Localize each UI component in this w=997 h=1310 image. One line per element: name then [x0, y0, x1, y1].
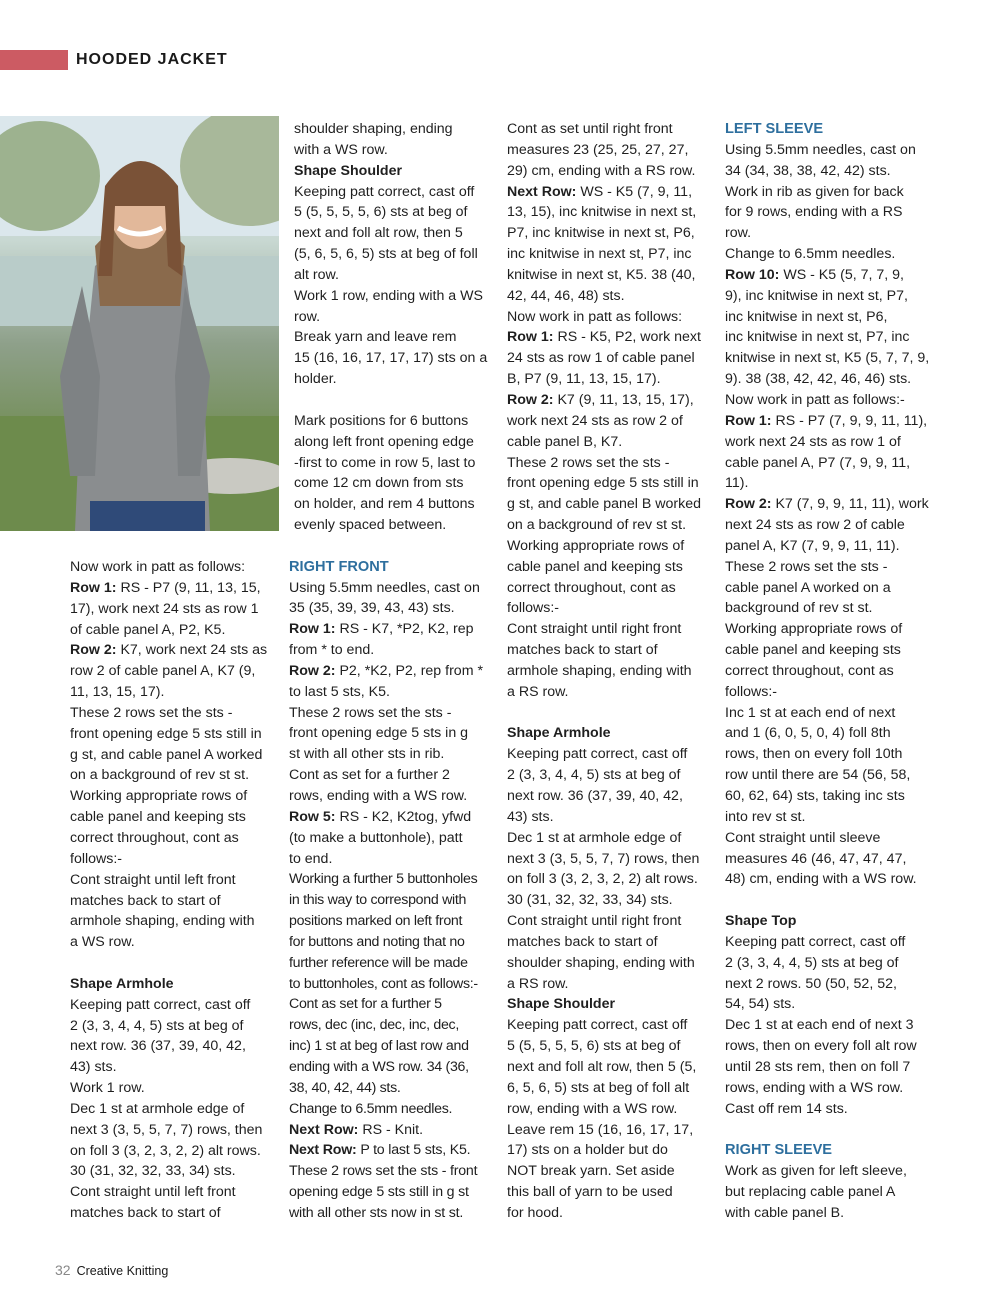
col2-row1-text: RS - K7, *P2, K2, rep from * to end. — [289, 621, 474, 659]
col2-next-row-2 — [289, 1140, 499, 1223]
col4-row10-label: Row 10: — [725, 266, 780, 283]
col2-row5-text: RS - K2, K2tog, yfwd (to make a buttonhole), patt to end. — [289, 808, 472, 867]
page-number: 32 — [55, 1262, 71, 1278]
col3-next-label: Next Row: — [507, 183, 577, 200]
col3-next-text: WS - K5 (7, 9, 11, 13, 15), inc knitwise in next st, P7, inc knitwise in next st, P6, inc knitwise in next st, P7, inc knitwise in next st, K5. 38 (40, 42, 44, 46, 48) sts. Now work in patt as follows: — [507, 183, 697, 325]
publication-name: Creative Knitting — [76, 1264, 169, 1278]
col1-shape-armhole-heading: Shape Armhole — [70, 975, 174, 992]
col2-row5 — [289, 807, 499, 870]
col1-row1 — [70, 578, 280, 641]
col4-row2 — [725, 494, 945, 557]
model-photo — [0, 116, 279, 531]
col1-row1-text: RS - P7 (9, 11, 13, 15, 17), work next 24 sts as row 1 of cable panel A, P2, K5. — [70, 579, 261, 638]
col4-row10-text: WS - K5 (5, 7, 7, 9, 9), inc knitwise in next st, P7, inc knitwise in next st, P6, inc knitwise in next st, P7, inc knitwise in next st, K5 (5, 7, 7, 9, 9). 38 (38, 42, 42, 46, 46) sts. Now work in patt as follows:- — [725, 266, 930, 408]
col4-paragraph-c: Keeping patt correct, cast off 2 (3, 3, 4, 4, 5) sts at beg of next 2 rows. 50 (50, 52, 52, 54, 54) sts. Dec 1 st at each end of next 3 rows, then on every foll alt row until 28 sts rem, then on foll 7 rows, ending with a WS row. Cast off rem 14 sts. — [725, 933, 917, 1117]
col2-shape-shoulder-heading: Shape Shoulder — [294, 162, 402, 179]
column-2 — [289, 119, 499, 1224]
col3-paragraph-d: Keeping patt correct, cast off 5 (5, 5, 5, 5, 6) sts at beg of next and foll alt row, then 5 (5, 6, 5, 6, 5) sts at beg of foll alt row, ending with a WS row. Leave rem 15 (16, 16, 17, 17, 17) sts on a holder but do NOT break yarn. Set aside this ball of yarn to be used for hood. — [507, 1017, 697, 1221]
col1-row2 — [70, 640, 280, 703]
col1-paragraph-a: These 2 rows set the sts - front opening edge 5 sts still in g st, and cable panel A worked on a background of rev st st. Working appropriate rows of cable panel and keeping sts correct throughout, cont as follows:- Cont straight until left front matches back to start of armhole shaping, ending with a WS row. — [70, 704, 263, 951]
col1-paragraph-b: Keeping patt correct, cast off 2 (3, 3, 4, 4, 5) sts at beg of next row. 36 (37, 39, 40, 42, 43) sts. Work 1 row. Dec 1 st at armhole edge of next 3 (3, 5, 5, 7, 7) rows, then on foll 3 (3, 2, 3, 2, 2) alt rows. 30 (31, 32, 32, 33, 34) sts. Cont straight until left front matches back to start of — [70, 996, 263, 1222]
col3-row1 — [507, 327, 719, 390]
model-illustration — [0, 116, 279, 531]
col1-intro: Now work in patt as follows: — [70, 559, 246, 575]
col3-paragraph-b: These 2 rows set the sts - front opening edge 5 sts still in g st, and cable panel B worked on a background of rev st st. Working appropriate rows of cable panel and keeping sts correct throughout, cont as follows:- Cont straight until right front matches back to start of armhole shaping, ending with a RS row. — [507, 454, 702, 700]
col3-row2-label: Row 2: — [507, 391, 554, 408]
col1-row2-text: K7, work next 24 sts as row 2 of cable panel A, K7 (9, 11, 13, 15, 17). — [70, 642, 268, 701]
col2-next1-text: RS - Knit. — [358, 1121, 424, 1138]
col3-paragraph-c: Keeping patt correct, cast off 2 (3, 3, 4, 4, 5) sts at beg of next row. 36 (37, 39, 40, 42, 43) sts. Dec 1 st at armhole edge of next 3 (3, 5, 5, 7, 7) rows, then on foll 3 (3, 2, 3, 2, 2) alt rows. 30 (31, 32, 32, 33, 34) sts. Cont straight until right front matches back to start of shoulder shaping, ending with a RS row. — [507, 746, 700, 992]
column-4 — [725, 119, 945, 1224]
col2-paragraph-a: shoulder shaping, ending with a WS row. — [294, 121, 453, 158]
col2-paragraph-f: Working a further 5 buttonholes in this way to correspond with positions marked on left front for buttons and noting that no further reference will be made to buttonholes, cont as follows:- Cont as set for a further 5 rows, dec (inc, dec, inc, dec, inc) 1 st at beg of last row and ending with a WS row. 34 (36, 38, 40, 42, 44) sts. Change to 6.5mm needles. — [289, 871, 478, 1117]
col3-shape-armhole-heading: Shape Armhole — [507, 725, 611, 742]
col1-row2-label: Row 2: — [70, 642, 117, 659]
col4-row10 — [725, 265, 945, 411]
col4-row1-label: Row 1: — [725, 412, 772, 429]
header-accent-bar — [0, 50, 68, 70]
col4-paragraph-b: These 2 rows set the sts - cable panel A worked on a background of rev st st. Working appropriate rows of cable panel and keeping sts correct throughout, cont as follows:- Inc 1 st at each end of next and 1 (6, 0, 5, 0, 4) foll 8th rows, then on every foll 10th row until there are 54 (56, 58, 60, 62, 64) sts, taking inc sts into rev st st. Cont straight until sleeve measures 46 (46, 47, 47, 47, 48) cm, ending with a WS row. — [725, 558, 917, 888]
right-sleeve-heading: RIGHT SLEEVE — [725, 1142, 833, 1159]
col2-next2-label: Next Row: — [289, 1142, 357, 1159]
col3-next-row — [507, 182, 719, 328]
left-sleeve-heading: LEFT SLEEVE — [725, 121, 824, 137]
col2-row1-label: Row 1: — [289, 621, 336, 638]
col2-next1-label: Next Row: — [289, 1121, 359, 1138]
col2-next-row-1 — [289, 1120, 499, 1141]
column-1 — [70, 557, 280, 1224]
col4-row1 — [725, 411, 945, 494]
col2-row2-label: Row 2: — [289, 662, 336, 679]
col4-row1-text: RS - P7 (7, 9, 9, 11, 11), work next 24 sts as row 1 of cable panel A, P7 (7, 9, 9, 11, 11). — [725, 412, 928, 492]
col2-paragraph-d: Using 5.5mm needles, cast on 35 (35, 39, 39, 43, 43) sts. — [289, 579, 480, 617]
col2-next2-text: P to last 5 sts, K5. These 2 rows set the sts - front opening edge 5 sts still in g st with all other sts now in st st. — [289, 1142, 478, 1221]
col2-paragraph-c: Mark positions for 6 buttons along left front opening edge -first to come in row 5, last to come 12 cm down from sts on holder, and rem 4 buttons evenly spaced between. — [294, 412, 476, 534]
col2-row2-text: P2, *K2, P2, rep from * to last 5 sts, K5. — [289, 662, 483, 700]
page-title: HOODED JACKET — [76, 51, 228, 68]
col3-row2 — [507, 390, 719, 453]
right-front-heading: RIGHT FRONT — [289, 558, 389, 575]
col2-paragraph-e: These 2 rows set the sts - front opening edge 5 sts in g st with all other sts in rib. Cont as set for a further 2 rows, ending with a WS row. — [289, 704, 469, 804]
col2-paragraph-b: Keeping patt correct, cast off 5 (5, 5, 5, 5, 6) sts at beg of next and foll alt row, then 5 (5, 6, 5, 6, 5) sts at beg of foll alt row. Work 1 row, ending with a WS row. Break yarn and leave rem 15 (16, 16, 17, 17, 17) sts on a holder. — [294, 183, 488, 388]
col4-row2-label: Row 2: — [725, 496, 772, 513]
col3-paragraph-a: Cont as set until right front measures 23 (25, 25, 27, 27, 29) cm, ending with a RS row. — [507, 121, 696, 179]
column-3 — [507, 119, 719, 1224]
col2-row5-label: Row 5: — [289, 808, 336, 825]
col3-row2-text: K7 (9, 11, 13, 15, 17), work next 24 sts as row 2 of cable panel B, K7. — [507, 391, 694, 450]
col4-paragraph-a: Using 5.5mm needles, cast on 34 (34, 38, 38, 42, 42) sts. Work in rib as given for back for 9 rows, ending with a RS row. Change to 6.5mm needles. — [725, 141, 916, 263]
col3-shape-shoulder-heading: Shape Shoulder — [507, 996, 615, 1013]
col4-paragraph-d: Work as given for left sleeve, but replacing cable panel A with cable panel B. — [725, 1163, 907, 1221]
col4-shape-top-heading: Shape Top — [725, 913, 797, 930]
col3-row1-label: Row 1: — [507, 329, 554, 346]
col2-row1 — [289, 619, 499, 661]
col4-row2-text: K7 (7, 9, 9, 11, 11), work next 24 sts as row 2 of cable panel A, K7 (7, 9, 9, 11, 11). — [725, 496, 929, 554]
page-footer — [55, 1260, 168, 1280]
col1-row1-label: Row 1: — [70, 579, 117, 596]
col2-row2 — [289, 661, 499, 703]
col3-row1-text: RS - K5, P2, work next 24 sts as row 1 of cable panel B, P7 (9, 11, 13, 15, 17). — [507, 329, 701, 388]
